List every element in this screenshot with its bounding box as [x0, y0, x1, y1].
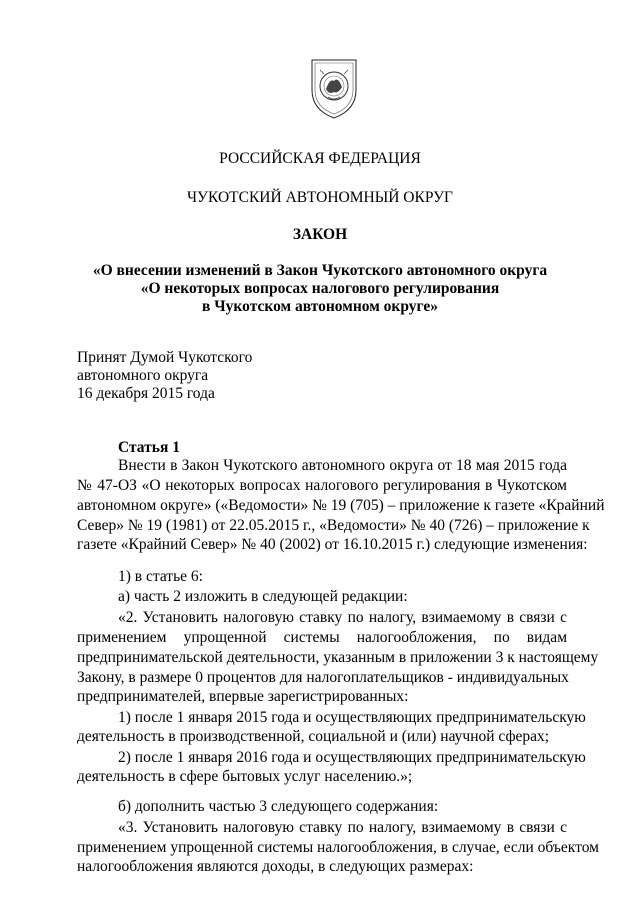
paragraph-line: налогообложения являются доходы, в следующих размерах:	[77, 858, 474, 875]
paragraph-line: № 47-ОЗ «О некоторых вопросах налогового регулирования в Чукотском	[77, 477, 567, 494]
coat-of-arms-emblem	[298, 56, 370, 120]
paragraph-line: деятельность в сфере бытовых услуг населению.»;	[77, 768, 413, 785]
paragraph-line: «3. Установить налоговую ставку по налогу, взимаемому в связи с	[118, 819, 567, 836]
paragraph-line: применением упрощенной системы налогообложения, по видам	[77, 629, 567, 646]
paragraph-line: предпринимателей, впервые зарегистрированных:	[77, 688, 409, 705]
adoption-line: Принят Думой Чукотского	[77, 349, 253, 366]
paragraph-line: деятельность в производственной, социальной и (или) научной сферах;	[77, 728, 550, 745]
paragraph-line: применением упрощенной системы налогообложения, в случае, если объектом	[77, 839, 599, 856]
list-item: 1) в статье 6:	[118, 568, 203, 585]
law-title-line: «О внесении изменений в Закон Чукотского автономного округа	[92, 262, 548, 279]
article-heading: Статья 1	[118, 439, 180, 456]
region-heading: ЧУКОТСКИЙ АВТОНОМНЫЙ ОКРУГ	[186, 189, 454, 206]
paragraph-line: Внести в Закон Чукотского автономного округа от 18 мая 2015 года	[118, 457, 567, 474]
law-title-line: «О некоторых вопросах налогового регулирования	[140, 280, 500, 297]
paragraph-line: 1) после 1 января 2015 года и осуществляющих предпринимательскую	[118, 709, 586, 726]
adoption-date: 16 декабря 2015 года	[77, 385, 215, 402]
list-item: б) дополнить частью 3 следующего содержания:	[118, 798, 439, 815]
country-heading: РОССИЙСКАЯ ФЕДЕРАЦИЯ	[219, 150, 421, 167]
law-title-line: в Чукотском автономном округе»	[202, 298, 438, 315]
paragraph-line: газете «Крайний Север» № 40 (2002) от 16.10.2015 г.) следующие изменения:	[77, 536, 588, 553]
paragraph-line: Север» № 19 (1981) от 22.05.2015 г., «Ведомости» № 40 (726) – приложение к	[77, 517, 590, 534]
list-item: а) часть 2 изложить в следующей редакции:	[118, 588, 408, 605]
paragraph-line: предпринимательской деятельности, указанным в приложении 3 к настоящему	[77, 649, 599, 666]
paragraph-line: Закону, в размере 0 процентов для налогоплательщиков - индивидуальных	[77, 669, 569, 686]
adoption-line: автономного округа	[77, 367, 209, 384]
paragraph-line: автономном округе» («Ведомости» № 19 (705) – приложение к газете «Крайний	[77, 497, 605, 514]
document-type: ЗАКОН	[292, 226, 348, 243]
paragraph-line: 2) после 1 января 2016 года и осуществляющих предпринимательскую	[118, 749, 586, 766]
paragraph-line: «2. Установить налоговую ставку по налогу, взимаемому в связи с	[118, 609, 567, 626]
